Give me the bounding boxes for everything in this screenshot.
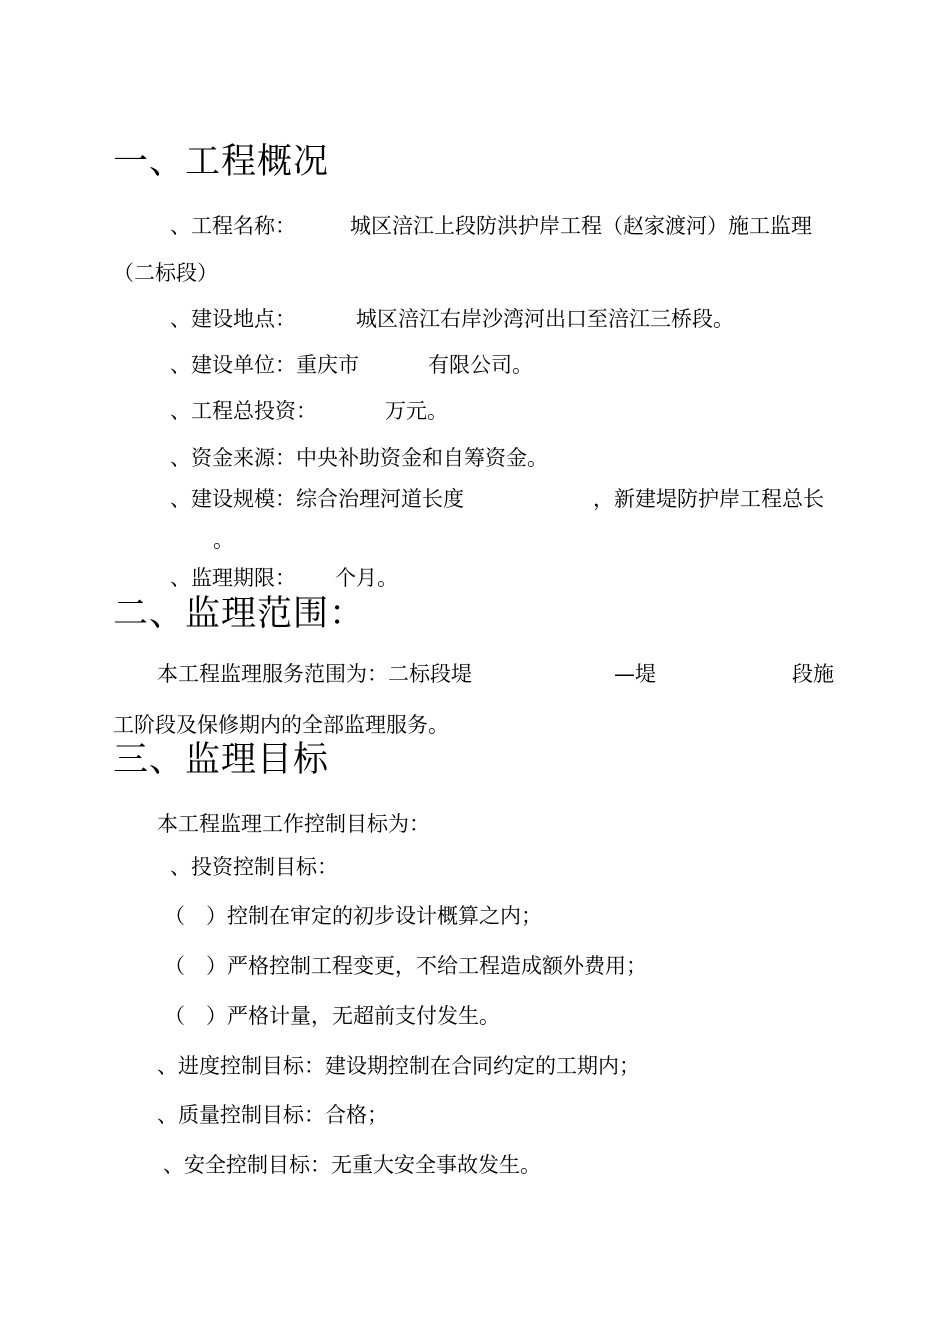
location-value: 城区涪江右岸沙湾河出口至涪江三桥段。 bbox=[356, 307, 734, 331]
owner-label: 、建设单位：重庆市 bbox=[170, 353, 359, 377]
project-name-continuation: （二标段） bbox=[113, 261, 218, 285]
section-heading-goals: 三、监理目标 bbox=[113, 740, 330, 780]
investment-label: 、工程总投资： bbox=[170, 399, 317, 423]
scope-line-1c: 段施 bbox=[792, 662, 834, 686]
investment-value: 万元。 bbox=[385, 399, 448, 423]
scope-line-1b: —堤 bbox=[614, 662, 656, 686]
investment-goal-1: （ ）控制在审定的初步设计概算之内； bbox=[164, 904, 542, 928]
project-name-label: 、工程名称： bbox=[170, 214, 296, 238]
period-value: 个月。 bbox=[335, 566, 398, 590]
section-heading-overview: 一、工程概况 bbox=[113, 142, 330, 182]
scale-value: ，新建堤防护岸工程总长 bbox=[593, 487, 824, 511]
progress-goal: 、进度控制目标：建设期控制在合同约定的工期内； bbox=[157, 1054, 640, 1078]
location-label: 、建设地点： bbox=[170, 307, 296, 331]
goals-intro: 本工程监理工作控制目标为： bbox=[157, 812, 430, 836]
project-name-value: 城区涪江上段防洪护岸工程（赵家渡河）施工监理 bbox=[350, 214, 812, 238]
section-heading-scope: 二、监理范围： bbox=[113, 594, 366, 634]
funds-source: 、资金来源：中央补助资金和自筹资金。 bbox=[170, 446, 548, 470]
investment-goal-2: （ ）严格控制工程变更，不给工程造成额外费用； bbox=[164, 954, 647, 978]
scope-line-2: 工阶段及保修期内的全部监理服务。 bbox=[113, 713, 449, 737]
investment-goal-3: （ ）严格计量，无超前支付发生。 bbox=[164, 1004, 500, 1028]
scale-end: 。 bbox=[213, 528, 234, 552]
safety-goal: 、安全控制目标：无重大安全事故发生。 bbox=[163, 1153, 541, 1177]
period-label: 、监理期限： bbox=[170, 566, 296, 590]
owner-value: 有限公司。 bbox=[428, 353, 533, 377]
quality-goal: 、质量控制目标：合格； bbox=[157, 1103, 388, 1127]
scope-line-1a: 本工程监理服务范围为：二标段堤 bbox=[157, 662, 472, 686]
investment-goal-title: 、投资控制目标： bbox=[170, 855, 338, 879]
scale-label: 、建设规模：综合治理河道长度 bbox=[170, 487, 464, 511]
